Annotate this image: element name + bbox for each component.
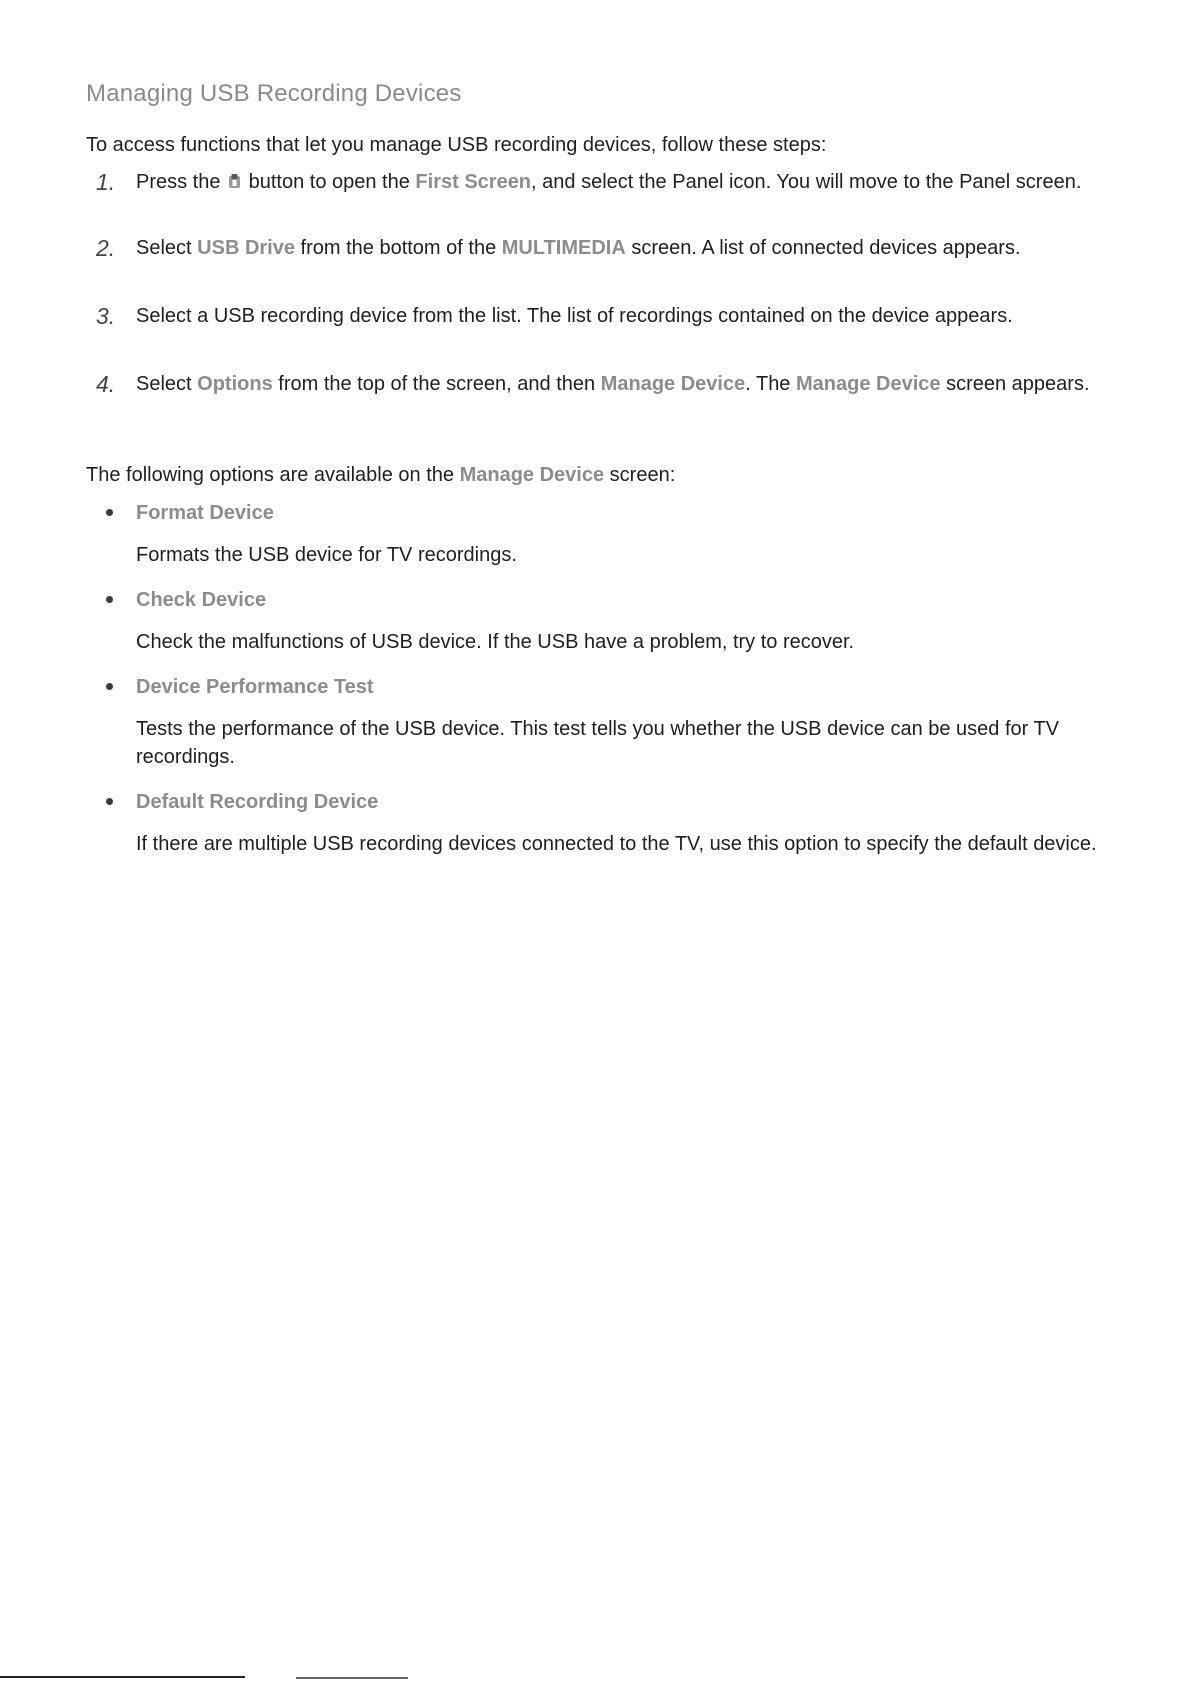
step-1-text-d: , and select the Panel icon. You will move to the Panel screen. — [531, 171, 1082, 193]
step-4-text-c: from the top of the screen, and then — [278, 373, 596, 395]
option-title: Default Recording Device — [136, 791, 379, 813]
step-2 — [86, 234, 1116, 263]
bullet-icon — [106, 596, 113, 603]
step-4-text-e: . The — [745, 373, 791, 395]
bullet-icon — [106, 798, 113, 805]
step-text: Select a USB recording device from the list. The list of recordings contained on the device appears. — [136, 305, 1013, 327]
step-number: 2. — [96, 235, 116, 261]
option-format-device — [86, 500, 1116, 569]
option-description: Tests the performance of the USB device. This test tells you whether the USB device can be used for TV recordings. — [136, 718, 1060, 768]
bullet-icon — [106, 509, 113, 516]
option-device-performance-test — [86, 674, 1116, 771]
step-2-text-a: Select — [136, 237, 192, 259]
step-4-text-g: screen appears. — [946, 373, 1090, 395]
footer-rule — [0, 1676, 245, 1678]
intro-text: To access functions that let you manage USB recording devices, follow these steps: — [86, 134, 827, 156]
step-number: 1. — [96, 169, 116, 195]
option-description: If there are multiple USB recording devices connected to the TV, use this option to specify the default device. — [136, 833, 1097, 855]
footer-mark — [296, 1677, 408, 1679]
step-number: 3. — [96, 303, 116, 329]
home-button-icon — [228, 173, 241, 190]
step-3 — [86, 302, 1116, 331]
step-1-text-a: Press the — [136, 171, 221, 193]
options-intro — [86, 461, 675, 489]
manage-device-label-2: Manage Device — [796, 373, 941, 395]
options-intro-a: The following options are available on the — [86, 464, 455, 486]
multimedia-label: MULTIMEDIA — [501, 237, 626, 259]
step-number: 4. — [96, 371, 116, 397]
bullet-icon — [106, 683, 113, 690]
option-title: Check Device — [136, 589, 267, 611]
first-screen-link: First Screen — [415, 171, 532, 193]
step-1-text-b: button to open the — [248, 171, 410, 193]
option-description: Formats the USB device for TV recordings. — [136, 544, 517, 566]
step-4 — [86, 370, 1116, 399]
step-2-text-e: screen. A list of connected devices appears. — [631, 237, 1021, 259]
step-text — [136, 234, 1116, 263]
option-title: Device Performance Test — [136, 676, 374, 698]
option-check-device — [86, 587, 1116, 656]
option-default-recording-device — [86, 789, 1116, 858]
option-title: Format Device — [136, 502, 274, 524]
usb-drive-label: USB Drive — [197, 237, 295, 259]
step-text — [136, 168, 1116, 197]
section-title: Managing USB Recording Devices — [86, 80, 462, 107]
options-intro-c: screen: — [609, 464, 676, 486]
options-intro-manage-device: Manage Device — [459, 464, 605, 486]
option-description: Check the malfunctions of USB device. If the USB have a problem, try to recover. — [136, 631, 855, 653]
step-text — [136, 370, 1116, 399]
step-4-text-a: Select — [136, 373, 192, 395]
options-label: Options — [197, 373, 273, 395]
step-2-text-c: from the bottom of the — [300, 237, 497, 259]
step-1 — [86, 168, 1116, 197]
manage-device-label: Manage Device — [600, 373, 746, 395]
